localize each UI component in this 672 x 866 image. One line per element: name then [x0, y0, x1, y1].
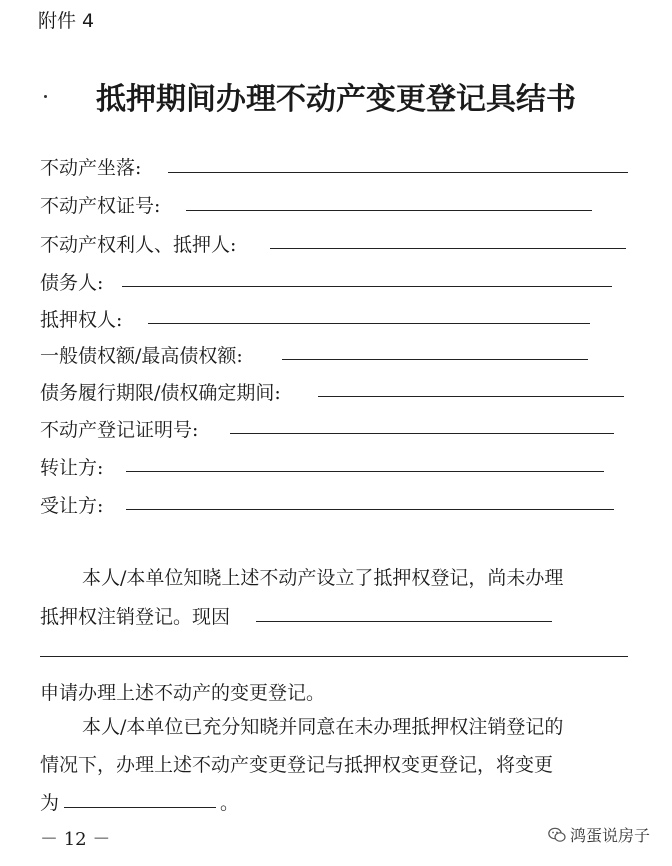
paragraph-2-line-3-prefix: 为	[40, 792, 60, 814]
field-line-location[interactable]	[168, 172, 628, 173]
field-label-location: 不动产坐落:	[40, 157, 142, 179]
watermark	[548, 823, 650, 846]
field-label-transferor: 转让方:	[40, 457, 104, 479]
field-line-transferor[interactable]	[126, 471, 604, 472]
wechat-logo-icon	[548, 827, 566, 843]
field-line-period[interactable]	[318, 396, 624, 397]
paragraph-1-line-4: 申请办理上述不动产的变更登记。	[40, 682, 326, 704]
reason-line-1[interactable]	[256, 621, 552, 622]
field-line-owner[interactable]	[270, 248, 626, 249]
change-to-line[interactable]	[64, 807, 216, 808]
field-line-claim-amount[interactable]	[282, 359, 588, 360]
field-line-debtor[interactable]	[122, 286, 612, 287]
field-label-registration-no: 不动产登记证明号:	[40, 419, 199, 441]
field-label-transferee: 受让方:	[40, 495, 104, 517]
field-label-mortgagee: 抵押权人:	[40, 309, 123, 331]
reason-line-2[interactable]	[40, 656, 628, 657]
paragraph-2-line-3-suffix: 。	[220, 792, 240, 814]
field-label-debtor: 债务人:	[40, 272, 104, 294]
field-label-cert-no: 不动产权证号:	[40, 195, 161, 217]
paragraph-1-line-1: 本人/本单位知晓上述不动产设立了抵押权登记，尚未办理	[82, 567, 564, 589]
decorative-dot	[44, 95, 47, 98]
watermark-text: 鸿蛋说房子	[569, 826, 650, 845]
field-line-registration-no[interactable]	[230, 433, 614, 434]
paragraph-2-line-1: 本人/本单位已充分知晓并同意在未办理抵押权注销登记的	[82, 716, 564, 738]
field-label-claim-amount: 一般债权额/最高债权额:	[40, 345, 243, 367]
field-line-transferee[interactable]	[126, 509, 614, 510]
attachment-label: 附件 4	[38, 10, 95, 32]
field-line-mortgagee[interactable]	[148, 323, 590, 324]
field-line-cert-no[interactable]	[186, 210, 592, 211]
field-label-period: 债务履行期限/债权确定期间:	[40, 382, 281, 404]
document-title: 抵押期间办理不动产变更登记具结书	[96, 82, 576, 117]
paragraph-1-line-2: 抵押权注销登记。现因	[40, 606, 231, 628]
paragraph-2-line-2: 情况下，办理上述不动产变更登记与抵押权变更登记，将变更	[40, 754, 554, 776]
field-label-owner: 不动产权利人、抵押人:	[40, 234, 237, 256]
page-number: － 12 －	[40, 829, 111, 850]
